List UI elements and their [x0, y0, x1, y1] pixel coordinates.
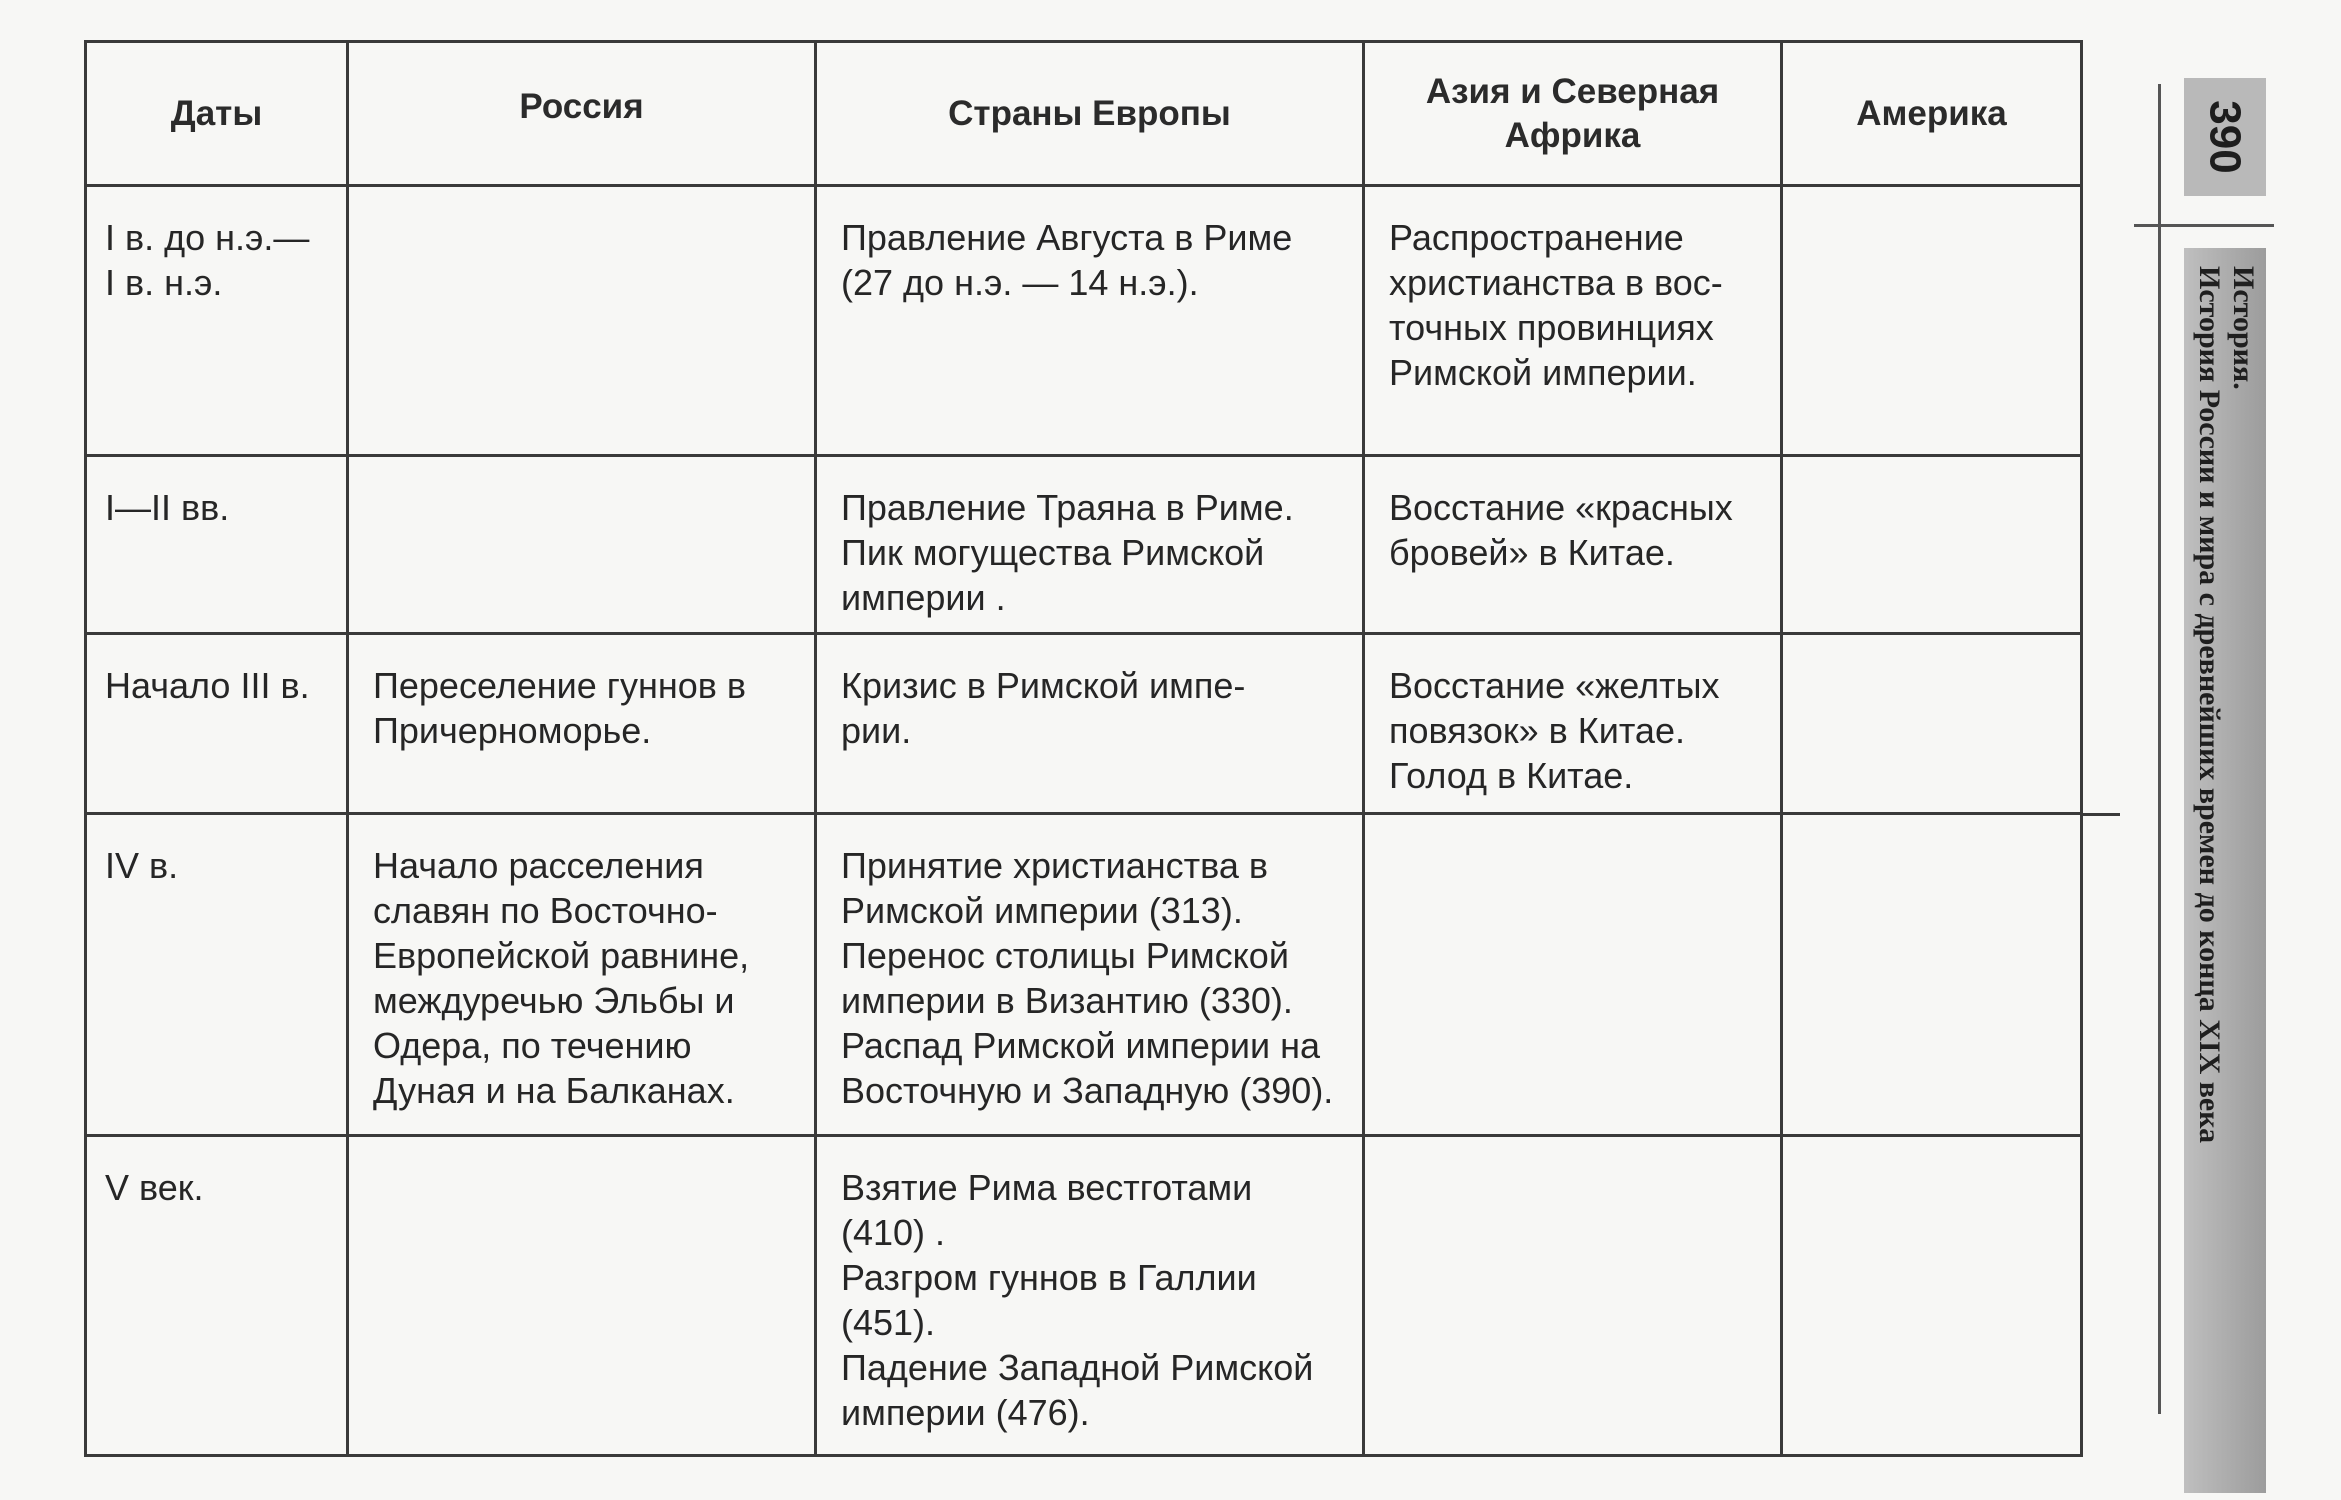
america-cell	[1782, 1136, 2082, 1456]
page-number-text: 390	[2200, 100, 2250, 174]
america-cell	[1782, 456, 2082, 634]
america-cell	[1782, 186, 2082, 456]
running-title-line1: История.	[2227, 266, 2260, 390]
running-title-tab	[2184, 248, 2266, 1493]
russia-cell	[348, 456, 816, 634]
europe-cell: Взятие Рима вестготами (410) . Разгром гуннов в Галлии (451). Падение Западной Римской империи (476).	[816, 1136, 1364, 1456]
page-number	[2184, 78, 2266, 196]
russia-cell	[348, 186, 816, 456]
table-row	[86, 456, 2082, 634]
table-row	[86, 814, 2082, 1136]
table-row	[86, 1136, 2082, 1456]
date-cell: I в. до н.э.— I в. н.э.	[86, 186, 348, 456]
asia-cell	[1364, 1136, 1782, 1456]
history-table	[84, 40, 2083, 1457]
asia-cell: Восстание «желтых повязок» в Китае. Голод в Китае.	[1364, 634, 1782, 814]
margin-rule	[2158, 84, 2161, 1414]
date-cell: Начало III в.	[86, 634, 348, 814]
page-margin-sidebar	[2184, 78, 2266, 1418]
asia-cell	[1364, 814, 1782, 1136]
date-cell: I—II вв.	[86, 456, 348, 634]
russia-cell: Начало расселения славян по Восточно- Европейской равнине, междуречью Эльбы и Одера, по течению Дуная и на Балканах.	[348, 814, 816, 1136]
asia-cell: Распространение христианства в вос- точных провинциях Римской империи.	[1364, 186, 1782, 456]
table-row	[86, 186, 2082, 456]
america-cell	[1782, 634, 2082, 814]
europe-cell: Кризис в Римской импе- рии.	[816, 634, 1364, 814]
header-america: Америка	[1782, 42, 2082, 186]
europe-cell: Правление Траяна в Риме. Пик могущества Римской империи .	[816, 456, 1364, 634]
table-row	[86, 634, 2082, 814]
asia-cell: Восстание «красных бровей» в Китае.	[1364, 456, 1782, 634]
russia-cell: Переселение гуннов в Причерноморье.	[348, 634, 816, 814]
running-title-line2: История России и мира с древнейших времен до конца XIX века	[2193, 266, 2226, 1144]
europe-cell: Правление Августа в Риме (27 до н.э. — 14 н.э.).	[816, 186, 1364, 456]
running-title	[2192, 266, 2260, 1486]
header-row	[86, 42, 2082, 186]
header-europe: Страны Европы	[816, 42, 1364, 186]
america-cell	[1782, 814, 2082, 1136]
header-asia: Азия и Северная Африка	[1364, 42, 1782, 186]
divider-line	[2080, 813, 2120, 816]
header-russia: Россия	[348, 42, 816, 186]
europe-cell: Принятие христианства в Римской империи (313). Перенос столицы Римской империи в Византию (330). Распад Римской империи на Восточную и Западную (390).	[816, 814, 1364, 1136]
header-dates: Даты	[86, 42, 348, 186]
date-cell: IV в.	[86, 814, 348, 1136]
date-cell: V век.	[86, 1136, 348, 1456]
russia-cell	[348, 1136, 816, 1456]
